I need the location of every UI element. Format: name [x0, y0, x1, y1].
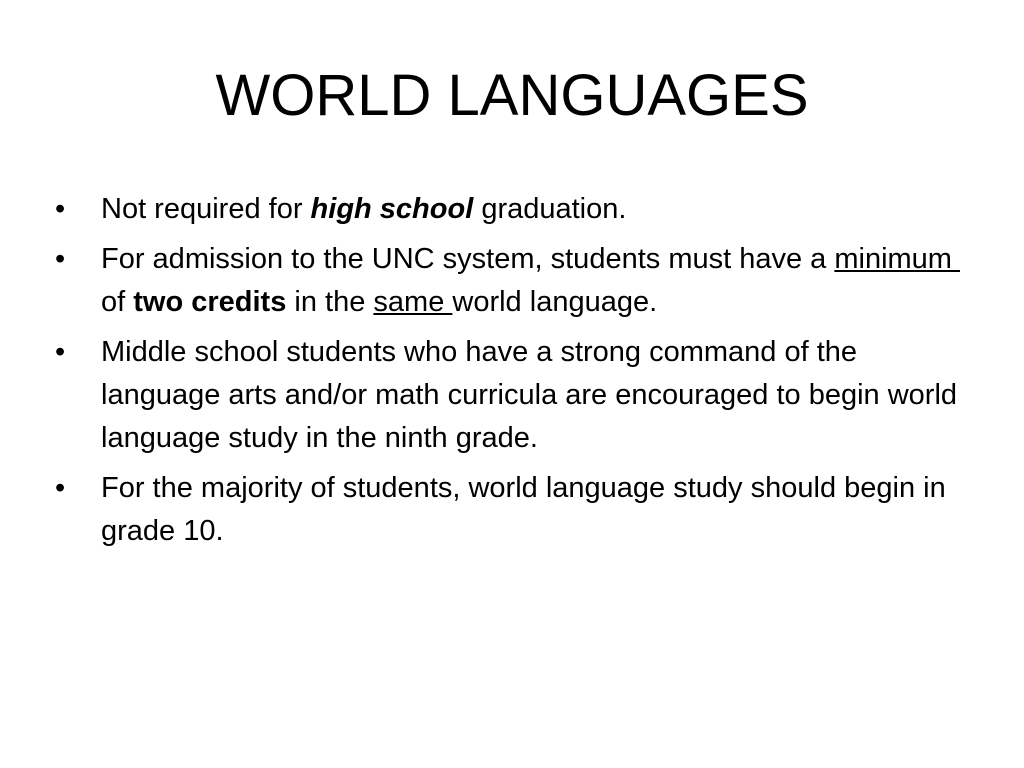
underline-same: same — [373, 286, 453, 318]
bullet-text: in the — [286, 286, 374, 318]
bullet-text: For the majority of students, world language study should begin in grade 10. — [101, 472, 946, 547]
bullet-item-graduation — [55, 188, 980, 231]
bullet-dot-icon: • — [55, 243, 66, 275]
bold-two-credits: two credits — [133, 286, 287, 318]
bullet-item-middle-school — [55, 331, 980, 460]
bullet-text: Not required for — [101, 193, 311, 225]
bullet-text: of — [101, 286, 134, 318]
bullet-list — [55, 188, 980, 560]
bullet-text: Middle school students who have a strong command of the language arts and/or math curricula are encouraged to begin world language study in the ninth grade. — [101, 336, 958, 454]
bullet-dot-icon: • — [55, 336, 66, 368]
bullet-text: For admission to the UNC system, students must have a — [101, 243, 835, 275]
bullet-dot-icon: • — [55, 193, 66, 225]
emphasis-high-school: high school — [310, 193, 474, 225]
bullet-text: world language. — [452, 286, 658, 318]
underline-minimum: minimum — [834, 243, 961, 275]
slide-title: WORLD LANGUAGES — [215, 63, 809, 128]
bullet-text: graduation. — [473, 193, 627, 225]
bullet-item-unc-admission — [55, 238, 980, 324]
bullet-item-grade-10 — [55, 467, 980, 553]
bullet-dot-icon: • — [55, 472, 66, 504]
